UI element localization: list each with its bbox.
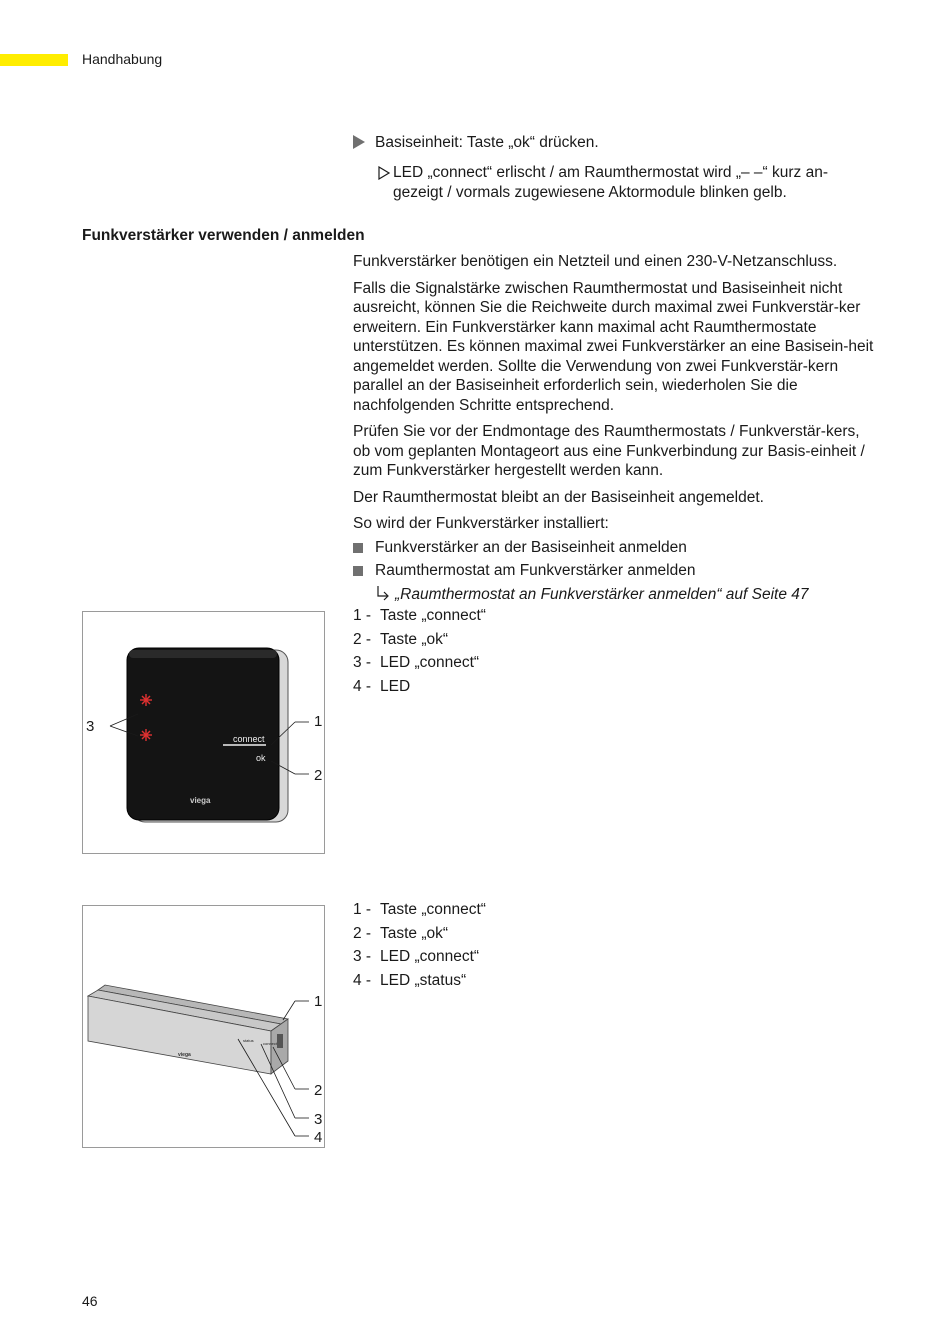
list-item xyxy=(353,538,878,558)
legend-item xyxy=(353,677,653,697)
page-number: 46 xyxy=(82,1293,98,1309)
paragraph: Funkverstärker benötigen ein Netzteil und einen 230-V-Netzanschluss. xyxy=(353,253,838,270)
callout-1: 1 xyxy=(314,993,323,1010)
brand-logo: viega xyxy=(190,796,211,805)
legend-text: Taste „ok“ xyxy=(380,924,449,942)
header-accent-bar xyxy=(0,54,68,66)
figure-legend xyxy=(353,900,653,994)
legend-item xyxy=(353,606,653,626)
legend-text: Taste „connect“ xyxy=(380,607,486,624)
legend-item xyxy=(353,947,653,967)
connect-label: connect xyxy=(233,734,265,744)
callout-3: 3 xyxy=(86,718,95,735)
triangle-right-outline-icon xyxy=(375,166,393,180)
connect-label: connect xyxy=(263,1041,278,1046)
running-head: Handhabung xyxy=(82,51,163,67)
legend-item xyxy=(353,924,653,944)
square-bullet-icon xyxy=(353,566,363,576)
paragraph: Der Raumthermostat bleibt an der Basiseinheit angemeldet. xyxy=(353,488,764,506)
cross-reference-arrow-icon xyxy=(375,585,391,601)
instruction-step xyxy=(353,133,873,153)
legend-text: Taste „ok“ xyxy=(380,630,449,648)
legend-number: 1 - xyxy=(353,901,372,918)
status-label: status xyxy=(243,1038,254,1043)
legend-text: LED xyxy=(380,677,411,695)
legend-item xyxy=(353,900,653,920)
figure-repeater-side xyxy=(82,905,325,1148)
step-text: Basiseinheit: Taste „ok“ drücken. xyxy=(375,134,599,151)
paragraph: Prüfen Sie vor der Endmontage des Raumthermostats / Funkverstär-kers, ob vom geplanten Montageort aus eine Funkverbindung zur Basis-einheit / zum Funkverstärker hergestellt werden kann. xyxy=(353,423,865,479)
callout-3: 3 xyxy=(314,1111,323,1128)
legend-number: 3 - xyxy=(353,948,372,965)
legend-number: 1 - xyxy=(353,607,372,624)
list-item-text: Funkverstärker an der Basiseinheit anmelden xyxy=(375,538,687,556)
figure-legend xyxy=(353,606,653,700)
callout-4: 4 xyxy=(314,1129,323,1146)
list-item-text: Raumthermostat am Funkverstärker anmelden xyxy=(375,562,696,579)
legend-item xyxy=(353,653,653,673)
instruction-result xyxy=(375,163,870,202)
legend-number: 2 - xyxy=(353,924,372,942)
triangle-right-filled-icon xyxy=(353,135,365,149)
legend-item xyxy=(353,630,653,650)
section-heading: Funkverstärker verwenden / anmelden xyxy=(82,227,365,244)
square-bullet-icon xyxy=(353,543,363,553)
legend-number: 4 - xyxy=(353,677,372,695)
legend-number: 4 - xyxy=(353,971,372,989)
legend-text: LED „connect“ xyxy=(380,654,480,671)
paragraph: Falls die Signalstärke zwischen Raumthermostat und Basiseinheit nicht ausreicht, können Sie die Reichweite durch maximal zwei Funkverstär-ker erweitern. Ein Funkverstärker kann maximal acht Raumthermostate unterstützen. Es können maximal zwei Funkverstärker an eine Basisein-heit angemeldet werden. Sollte die Verwendung von zwei Funkverstär-kern parallel an der Basiseinheit erforderlich sein, wiederholen Sie die nachfolgenden Schritte entsprechend. xyxy=(353,279,874,414)
legend-text: LED „status“ xyxy=(380,971,467,989)
legend-item xyxy=(353,971,653,991)
callout-1: 1 xyxy=(314,713,323,730)
figure-repeater-front xyxy=(82,611,325,854)
paragraph: So wird der Funkverstärker installiert: xyxy=(353,515,609,532)
legend-text: Taste „connect“ xyxy=(380,901,486,918)
cross-reference-text[interactable]: „Raumthermostat an Funkverstärker anmelden“ auf Seite 47 xyxy=(395,585,809,603)
ok-label: ok xyxy=(256,753,266,763)
brand-logo: viega xyxy=(178,1052,191,1058)
legend-text: LED „connect“ xyxy=(380,948,480,965)
list-item xyxy=(353,561,878,581)
callout-2: 2 xyxy=(314,1082,323,1099)
cross-reference[interactable] xyxy=(353,585,878,605)
repeater-front-illustration xyxy=(83,612,324,853)
section-body xyxy=(353,252,878,604)
callout-2: 2 xyxy=(314,767,323,784)
result-text: LED „connect“ erlischt / am Raumthermostat wird „– –“ kurz an-gezeigt / vormals zugewiesene Aktormodule blinken gelb. xyxy=(393,164,828,201)
repeater-side-illustration xyxy=(83,906,324,1147)
legend-number: 3 - xyxy=(353,654,372,671)
legend-number: 2 - xyxy=(353,630,372,648)
